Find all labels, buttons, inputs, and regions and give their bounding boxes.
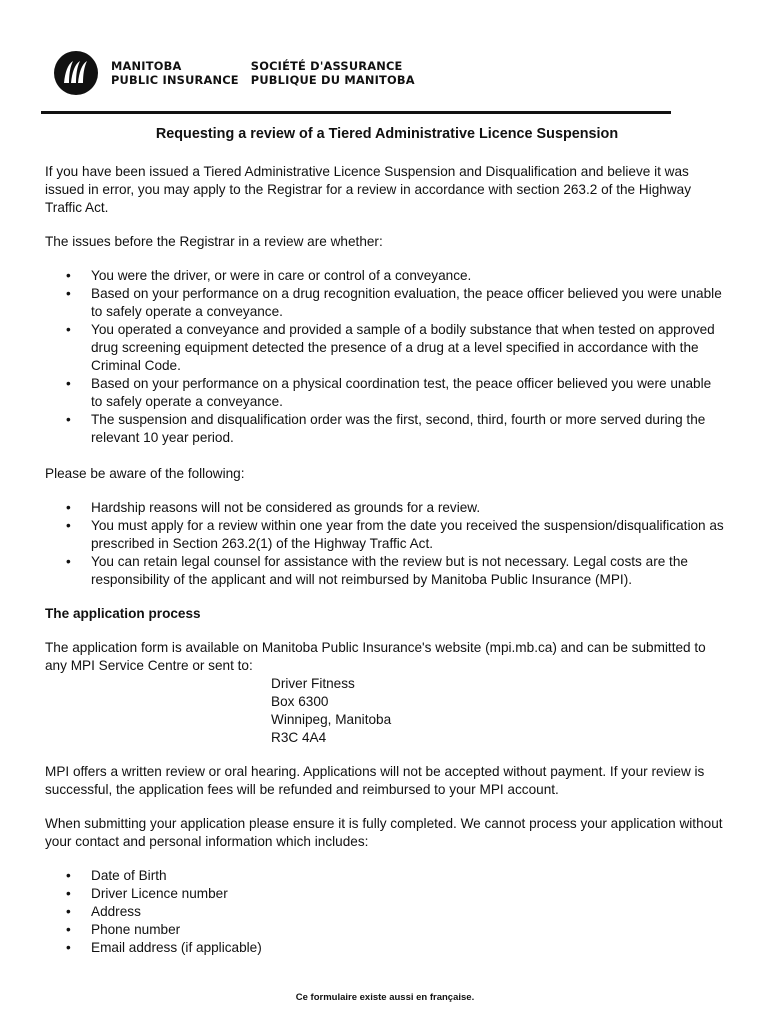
header-divider bbox=[41, 111, 671, 114]
document-body bbox=[45, 125, 725, 957]
org-name-en-line1: MANITOBA bbox=[111, 59, 182, 73]
org-name-fr-line1: SOCIÉTÉ D'ASSURANCE bbox=[250, 59, 403, 73]
list-item: • Address bbox=[45, 903, 725, 921]
intro-paragraph: If you have been issued a Tiered Administrative Licence Suspension and Disqualification and believe it was issued in error, you may apply to the Registrar for a review in accordance with section 263.2 of the Highway Traffic Act. bbox=[45, 164, 692, 215]
process-paragraph: The application form is available on Manitoba Public Insurance's website (mpi.mb.ca) and can be submitted to any MPI Service Centre or sent to: bbox=[45, 640, 706, 673]
aware-list bbox=[45, 499, 725, 589]
list-item: • Email address (if applicable) bbox=[45, 939, 725, 957]
fees-paragraph: MPI offers a written review or oral hearing. Applications will not be accepted without payment. If your review is successful, the application fees will be refunded and reimbursed to your MPI account. bbox=[45, 764, 705, 797]
list-item: • The suspension and disqualification order was the first, second, third, fourth or more served during the relevant 10 year period. bbox=[45, 411, 725, 447]
submit-paragraph: When submitting your application please ensure it is fully completed. We cannot process your application without your contact and personal information which includes: bbox=[45, 816, 723, 849]
french-availability-note: Ce formulaire existe aussi en française. bbox=[295, 992, 475, 1003]
list-item: • You operated a conveyance and provided a sample of a bodily substance that when tested on approved drug screening equipment detected the presence of a drug at a level specified in accordance with the Criminal Code. bbox=[45, 321, 725, 375]
issues-list bbox=[45, 267, 725, 447]
org-name-en-line2: PUBLIC INSURANCE bbox=[111, 73, 239, 87]
issues-lead: The issues before the Registrar in a review are whether: bbox=[45, 234, 383, 249]
list-item: • You must apply for a review within one year from the date you received the suspension/disqualification as prescribed in Section 263.2(1) of the Highway Traffic Act. bbox=[45, 517, 725, 553]
list-item: • Phone number bbox=[45, 921, 725, 939]
address-line: Driver Fitness bbox=[271, 676, 355, 691]
mpi-stylized-m-icon bbox=[53, 50, 99, 96]
list-item: • You were the driver, or were in care or control of a conveyance. bbox=[45, 267, 725, 285]
mpi-logo bbox=[53, 50, 415, 96]
address-line: Box 6300 bbox=[271, 694, 329, 709]
list-item: • Driver Licence number bbox=[45, 885, 725, 903]
aware-lead: Please be aware of the following: bbox=[45, 466, 245, 481]
list-item: • Based on your performance on a drug recognition evaluation, the peace officer believed you were unable to safely operate a conveyance. bbox=[45, 285, 725, 321]
process-heading: The application process bbox=[45, 606, 201, 621]
list-item: • You can retain legal counsel for assistance with the review but is not necessary. Legal costs are the responsibility of the applicant and will not reimbursed by Manitoba Public Insurance (MPI). bbox=[45, 553, 725, 589]
list-item: • Based on your performance on a physical coordination test, the peace officer believed you were unable to safely operate a conveyance. bbox=[45, 375, 725, 411]
list-item: • Hardship reasons will not be considered as grounds for a review. bbox=[45, 499, 725, 517]
address-line: Winnipeg, Manitoba bbox=[271, 712, 392, 727]
list-item: • Date of Birth bbox=[45, 867, 725, 885]
address-line: R3C 4A4 bbox=[271, 730, 327, 745]
org-name-fr-line2: PUBLIQUE DU MANITOBA bbox=[250, 73, 415, 87]
document-title: Requesting a review of a Tiered Administrative Licence Suspension bbox=[155, 126, 619, 142]
mailing-address bbox=[271, 675, 725, 747]
required-info-list bbox=[45, 867, 725, 957]
